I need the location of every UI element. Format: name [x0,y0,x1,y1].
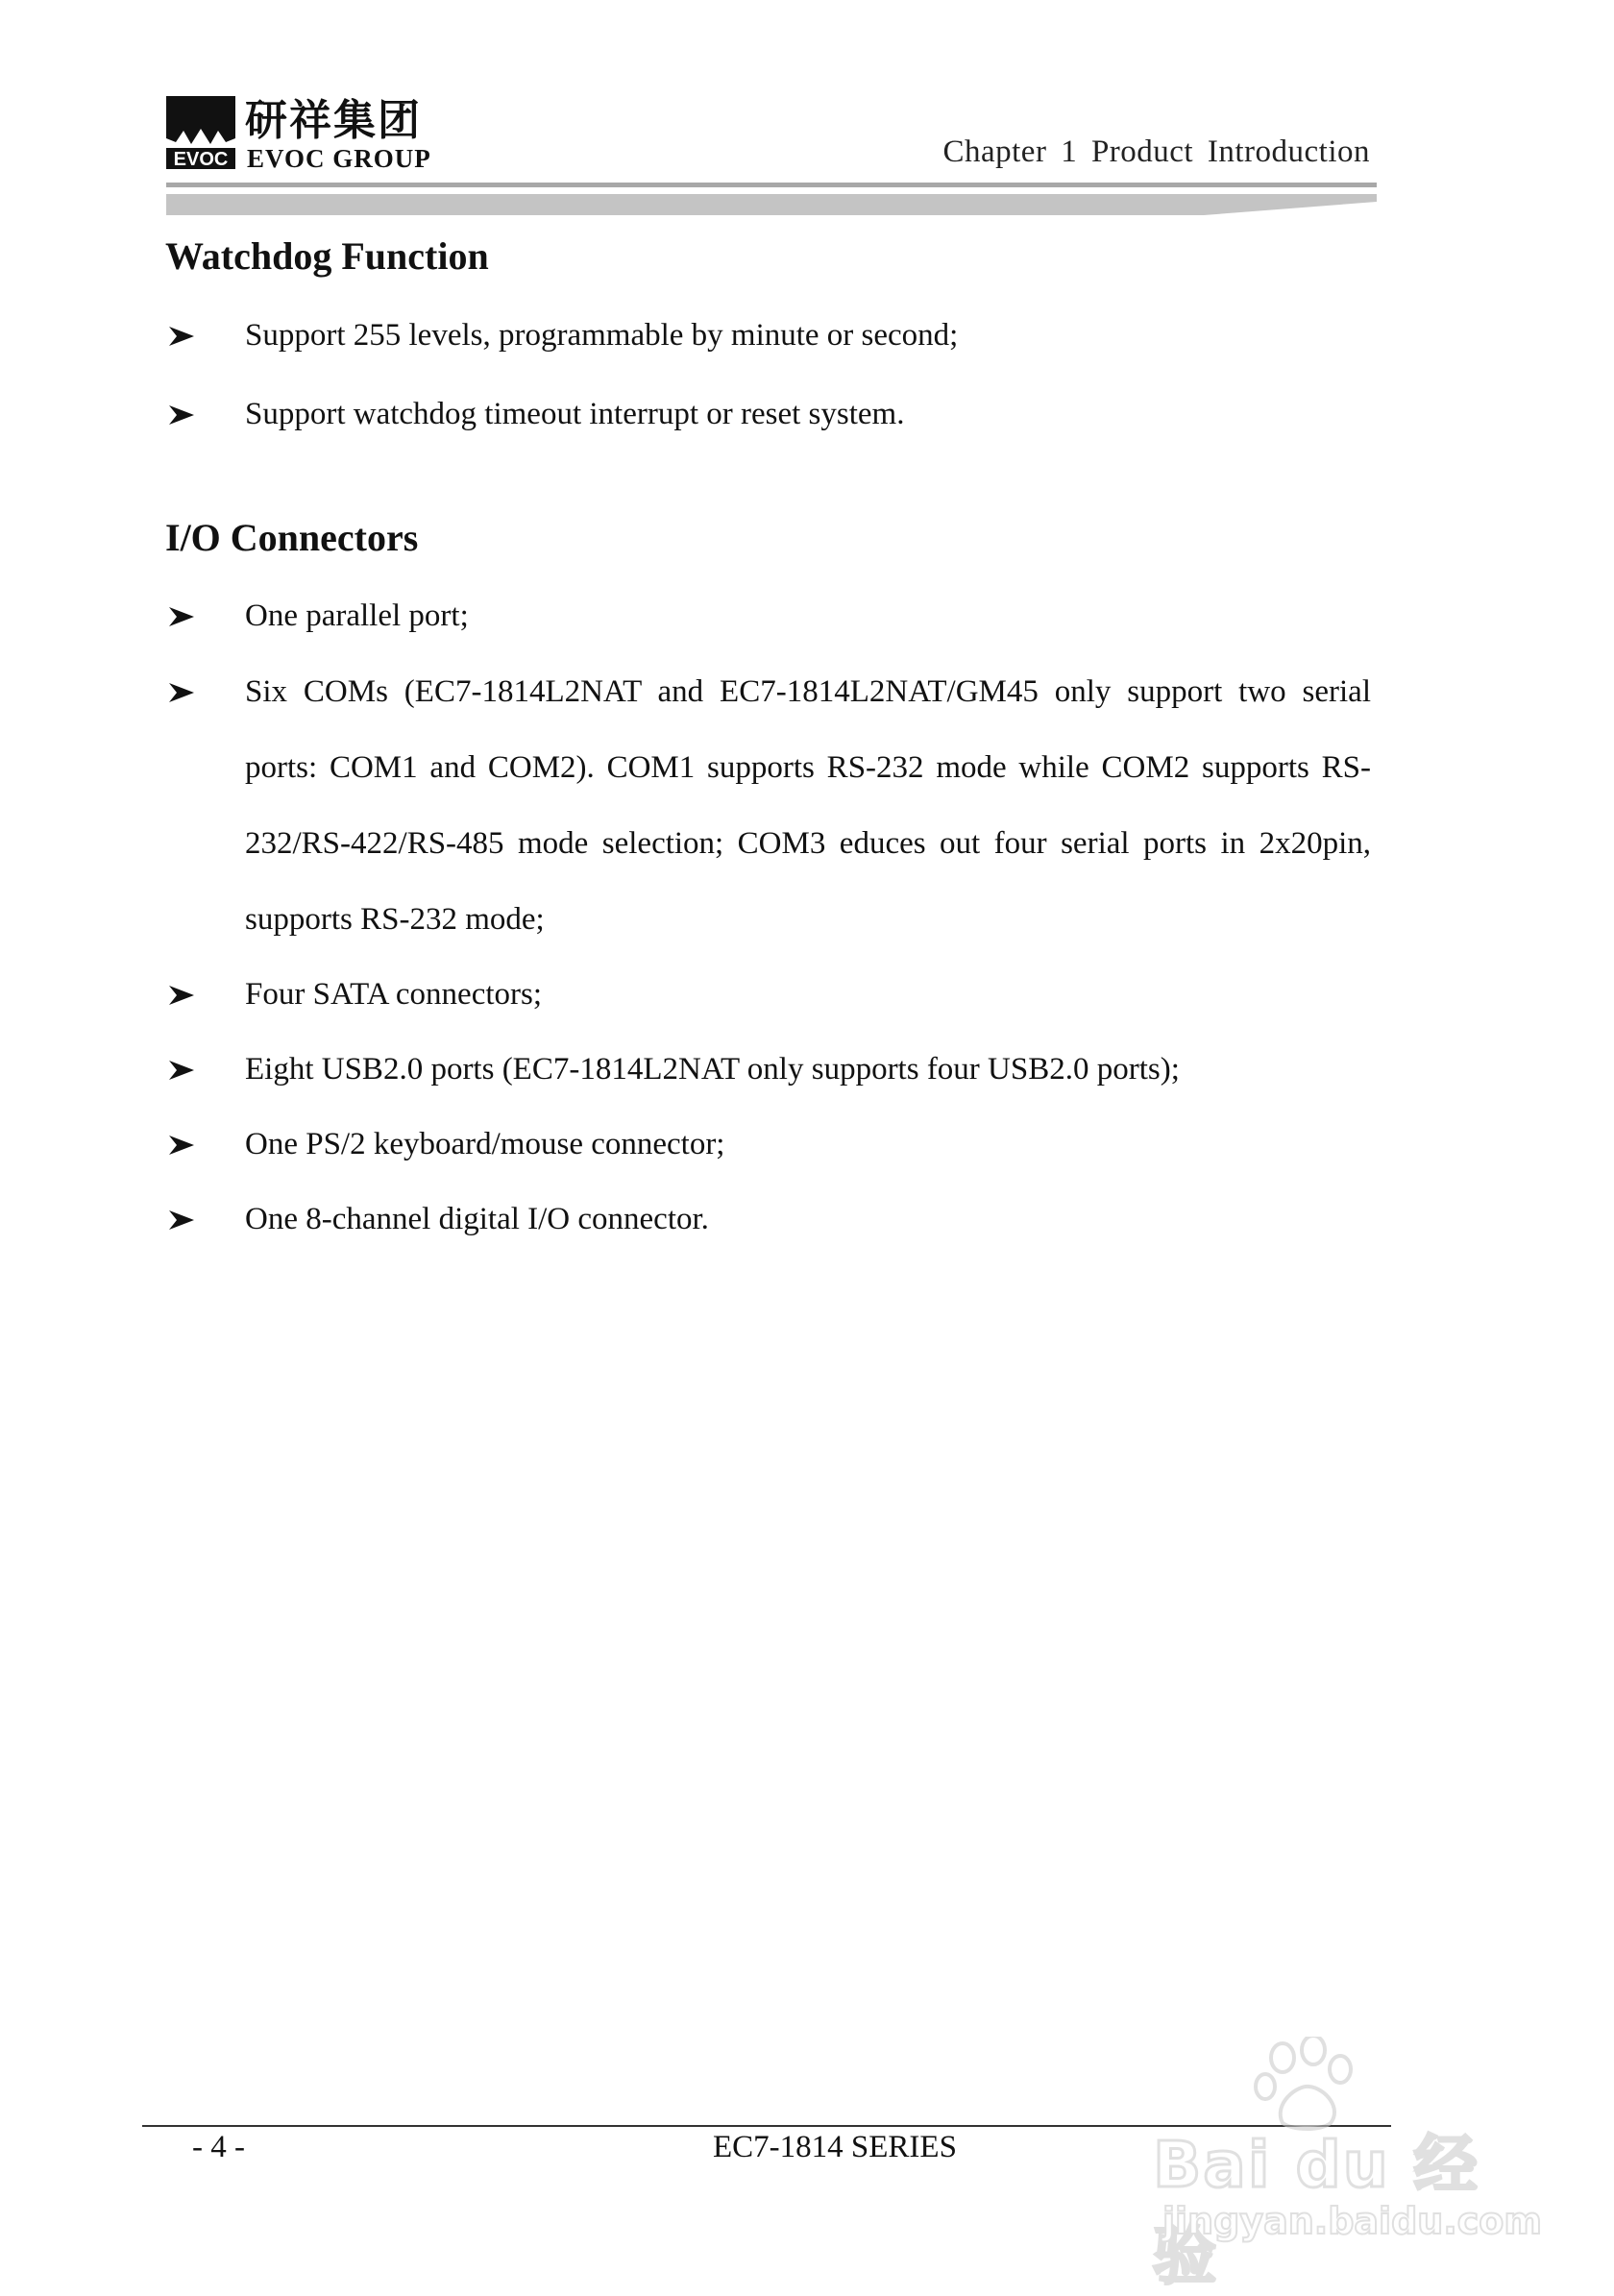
evoc-logo [166,96,454,173]
arrow-bullet-icon [165,957,198,1033]
list-item [165,654,1371,958]
list-item-text: Support 255 levels, programmable by minute or second; [245,318,959,353]
page-number: - 4 - [192,2130,245,2164]
watermark-url: jingyan.baidu.com [1162,2200,1542,2242]
list-item [165,957,1371,1033]
list-item [165,1107,1371,1183]
logo-mark-text: EVOC [173,149,229,169]
arrow-bullet-icon [165,578,198,654]
list-item-text: Six COMs (EC7-1814L2NAT and EC7-1814L2NAT/GM45 only support two serial ports: COM1 and COM2). COM1 supports RS-232 mode while COM2 supports RS-232/RS-422/RS-485 mode selection; COM3 educes out four serial ports in 2x20pin, supports RS-232 mode; [245,674,1371,937]
list-item [165,1182,1371,1258]
baidu-watermark [1148,2037,1542,2293]
list-item [165,1032,1371,1108]
arrow-bullet-icon [165,1107,198,1183]
logo-english-name: EVOC GROUP [247,144,431,173]
series-title: EC7-1814 SERIES [713,2130,957,2164]
list-item-text: Support watchdog timeout interrupt or reset system. [245,397,905,431]
arrow-bullet-icon [165,1182,198,1258]
logo-chinese-name: 研祥集团 [245,96,422,145]
list-item-text: One parallel port; [245,598,469,633]
header-rule [166,183,1377,221]
watermark-brand: Bai du 经验 [1153,2128,1480,2293]
list-item-text: One 8-channel digital I/O connector. [245,1202,709,1236]
arrow-bullet-icon [165,654,198,730]
arrow-bullet-icon [165,298,198,374]
list-item-text: Eight USB2.0 ports (EC7-1814L2NAT only supports four USB2.0 ports); [245,1052,1180,1087]
list-item-text: One PS/2 keyboard/mouse connector; [245,1127,725,1161]
list-item [165,377,1371,452]
list-item [165,298,1371,374]
list-item-text: Four SATA connectors; [245,977,543,1012]
evoc-logo-mark [166,96,235,169]
list-item [165,578,1371,654]
section-heading-io-connectors: I/O Connectors [165,516,419,559]
chapter-title: Chapter 1 Product Introduction [942,134,1370,169]
section-heading-watchdog: Watchdog Function [165,234,489,278]
arrow-bullet-icon [165,377,198,452]
arrow-bullet-icon [165,1032,198,1108]
